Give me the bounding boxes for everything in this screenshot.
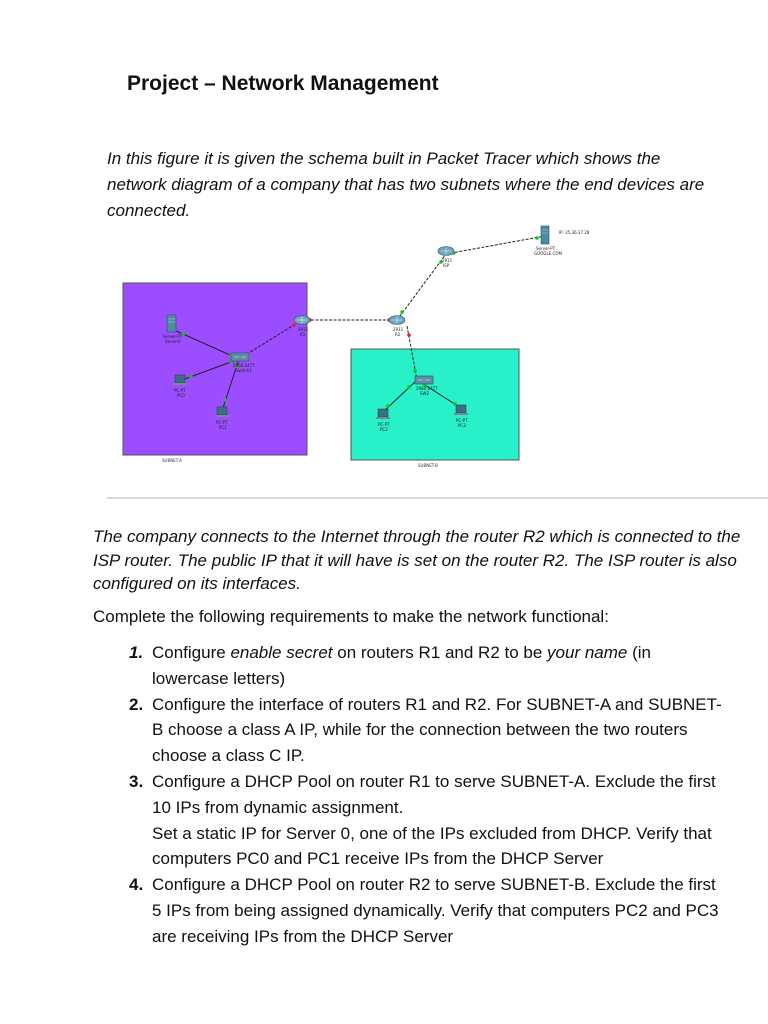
requirement-text: on routers R1 and R2 to be [332, 643, 548, 662]
switch1-name-label: Switch1 [236, 368, 252, 373]
router-r2-icon [389, 316, 405, 338]
requirement-item [129, 692, 729, 769]
server0-name-label: Server0 [165, 339, 181, 344]
intro-paragraph: In this figure it is given the schema built in Packet Tracer which shows the network diagram of a company that has two subnets where the end devices are connected. [107, 149, 705, 220]
document-title: Project – Network Management [127, 72, 439, 95]
requirement-emphasis: your name [547, 643, 628, 662]
requirement-number: 2. [129, 694, 144, 714]
subnet-b-label: SUBNET-B [418, 463, 438, 468]
server0-type-label: Server-PT [163, 334, 183, 339]
requirement-emphasis: enable secret [230, 643, 333, 662]
requirement-text: (in lowercase letters) [152, 643, 651, 688]
requirement-text: Configure a DHCP Pool on router R2 to serve SUBNET-B. Exclude the first 5 IPs from being assigned dynamically. Verify that computers PC2 and PC3 are receiving IPs from the DHCP Server [152, 875, 719, 946]
requirement-item [129, 640, 729, 692]
r1-type-label: 2911 [298, 327, 309, 332]
requirement-number: 4. [129, 875, 144, 895]
google-name-label: GOOGLE.COM [534, 251, 562, 256]
requirement-number: 1. [129, 643, 144, 662]
subnet-a-label: SUBNET-A [162, 458, 182, 463]
isp-type-label: 2911 [442, 258, 453, 263]
subnet-b-area [351, 349, 519, 460]
pc3-name-label: PC3 [458, 423, 466, 428]
requirements-intro: Complete the following requirements to make the network functional: [93, 607, 609, 626]
pc0-name-label: PC0 [177, 393, 185, 398]
switch2-name-label: SW2 [420, 391, 430, 396]
pc0-type-label: PC-PT [174, 388, 186, 393]
requirement-item [129, 769, 729, 872]
requirement-text: Configure a DHCP Pool on router R1 to serve SUBNET-A. Exclude the first 10 IPs from dynamic assignment. [152, 771, 716, 817]
pc2-type-label: PC-PT [378, 422, 390, 427]
isp-name-label: ISP [443, 263, 450, 268]
network-diagram [107, 222, 768, 500]
requirement-number: 3. [129, 771, 144, 791]
google-ip-label: IP: 25.36.37.28 [559, 230, 590, 235]
r2-name-label: R2 [395, 332, 401, 337]
switch1-type-label: 2960-24TT [233, 363, 255, 368]
google-server-icon [534, 226, 590, 256]
pc1-type-label: PC-PT [216, 420, 228, 425]
pc1-name-label: PC1 [219, 425, 227, 430]
internet-paragraph: The company connects to the Internet through the router R2 which is connected to the ISP router. The public IP that it will have is set on the router R2. The ISP router is also configured on its interfaces. [93, 527, 741, 593]
router-isp-icon [438, 247, 454, 269]
pc3-type-label: PC-PT [456, 418, 468, 423]
requirement-text: Configure the interface of routers R1 and R2. For SUBNET-A and SUBNET-B choose a class A IP, while for the connection between the two routers choose a class C IP. [152, 694, 722, 766]
r2-type-label: 2911 [393, 327, 404, 332]
r1-name-label: R1 [300, 332, 306, 337]
pc2-name-label: PC2 [380, 427, 388, 432]
switch2-type-label: 2960-24TT [416, 386, 438, 391]
requirements-list [129, 640, 729, 950]
network-diagram-figure [107, 222, 768, 500]
google-type-label: Server-PT [536, 246, 556, 251]
subnet-a-area [123, 283, 307, 455]
requirement-item [129, 872, 729, 949]
requirement-text: Set a static IP for Server 0, one of the IPs excluded from DHCP. Verify that computers PC0 and PC1 receive IPs from the DHCP Server [152, 823, 712, 869]
requirement-text: Configure [152, 643, 231, 662]
